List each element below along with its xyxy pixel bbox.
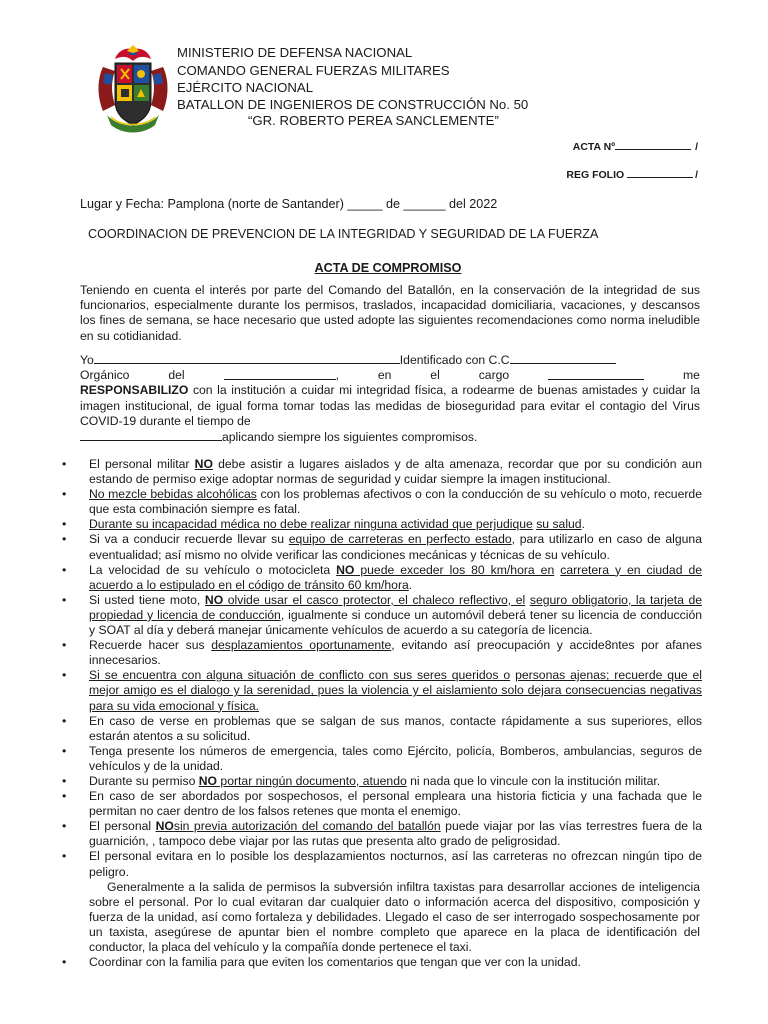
reg-folio-slash: / [695,169,698,181]
military-crest-icon [93,45,173,137]
rule-bold-u-text: NO [204,592,224,607]
aplicando-line [80,429,700,445]
place-and-date: Lugar y Fecha: Pamplona (norte de Santander) _____ de ______ del 2022 [80,197,498,211]
rule-u2-text: su salud [536,517,582,532]
list-item [62,517,702,532]
rule-pre-text: El personal militar [89,457,195,471]
rule-u2-text: seguro obligatorio, la tarjeta de propiedad y licencia de conducción [89,592,702,622]
yo-line [80,352,700,368]
rule-pre-text: Durante su permiso [89,773,199,788]
header-army: EJÉRCITO NACIONAL [177,80,314,95]
time-blank[interactable] [80,429,222,441]
rule-post-text: , igualmente si conduce un automóvil deberá tener su licencia de conducción y SOAT al día y deberá manejar únicamente vehículos de acuerdo a su categoría de licencia. [89,607,702,638]
header-battalion: BATALLON DE INGENIEROS DE CONSTRUCCIÓN No. 50 [177,97,529,112]
acta-number [573,139,698,153]
rule-u-text: Durante su incapacidad médica no debe realizar ninguna actividad que perjudique [89,517,533,532]
responsabilizo-text [80,383,700,429]
page-title [0,261,768,275]
en-label: en [377,368,392,383]
rule-pre-text: Tenga presente los números de emergencia, tales como Ejército, policía, Bomberos, ambulancias, seguros de vehículos y de la unidad. [89,743,702,773]
header-command: COMANDO GENERAL FUERZAS MILITARES [177,63,450,78]
coordination-heading: COORDINACION DE PREVENCION DE LA INTEGRIDAD Y SEGURIDAD DE LA FUERZA [88,227,599,241]
rule-post-text: . [408,577,413,592]
reg-folio [566,167,698,181]
acta-number-label: ACTA Nº [572,141,616,153]
organico-line: Orgánico del , en el cargo me [80,368,700,383]
rule-post-text: debe asistir a lugares aislados y de alta amenaza, recordar que por su condición aun estando de permiso exige adoptar normas de seguridad y cuidar siempre la imagen institucional. [89,457,702,487]
rule-bold-u-text: NO [194,457,213,471]
rule-post-text: con los problemas afectivos o con la conducción de su vehículo o moto, recuerde que esta combinación siempre es fatal. [89,487,702,517]
commitment-declaration [80,352,700,445]
cargo-label: cargo [478,368,510,383]
acta-number-slash: / [695,141,698,153]
rule-pre-text: El personal [89,819,156,834]
list-item [62,714,702,744]
rule-pre-text: En caso de verse en problemas que se salgan de sus manos, contacte rápidamente a sus superiores, ellos estarán atentos a su solicitud. [89,713,702,743]
del-label: del [168,368,185,383]
rule-pre-text: Recuerde hacer sus [89,638,212,653]
list-item [62,789,702,819]
aplicando-text: aplicando siempre los siguientes compromisos. [222,430,478,445]
rule-post-text: ni nada que lo vincule con la institución militar. [406,773,661,788]
list-item [62,532,702,562]
reg-folio-blank[interactable] [627,167,693,178]
rule-u-text: puede exceder los 80 km/hora en [354,562,555,577]
list-item [62,744,702,774]
rule-pre-text: El personal evitara en lo posible los desplazamientos nocturnos, así las carreteras no ofrezcan ningún tipo de peligro. [89,849,702,879]
closing-paragraph: Generalmente a la salida de permisos la subversión infiltra taxistas para desarrollar acciones de inteligencia sobre el personal. Por lo cual evitaran dar cualquier dato o información acerca del dispositivo, composición y fuerza de la unidad, así como fortaleza y debilidades. Llegado el caso de ser interrogado sospechosamente por un taxista, asegúrese de apuntar bien el nombre completo que aparece en la placa de identificación del conductor, la placa del vehículo y la compañía donde pertenece el taxi. [89,880,700,955]
rule-mid-text: puede viajar por las vías terrestres fuera de la guarnición, [89,819,702,849]
rule-u-text: equipo de carreteras en perfecto estado [288,532,512,547]
rule-pre-text: En caso de ser abordados por sospechosos, el personal empleara una historia ficticia y una fachada que le permitan no caer dentro de los falsos retenes que monta el enemigo. [89,789,702,819]
rule-pre-text: La velocidad de su vehículo o motocicleta [89,562,337,577]
rule-u-text: No mezcle bebidas alcohólicas [89,487,257,502]
header-ministry: MINISTERIO DE DEFENSA NACIONAL [177,45,413,60]
last-commitment [62,955,702,970]
rule-post-text: , tampoco debe viajar por las rutas que presenta alto grado de peligrosidad. [152,834,561,849]
list-item [62,487,702,517]
unit-blank[interactable] [224,368,336,380]
reg-folio-label: REG FOLIO [566,169,625,181]
acta-number-blank[interactable] [615,139,691,150]
name-blank[interactable] [94,352,400,364]
rule-post-text: . [581,517,585,532]
el-label: el [430,368,440,383]
me-label: me [683,368,700,383]
last-commitment-text: Coordinar con la familia para que eviten los comentarios que tengan que ver con la unidad. [89,955,581,969]
list-item [62,819,702,849]
rule-bold-u-text: NO [336,562,355,577]
rule-pre-text: Si va a conducir recuerde llevar su [89,532,289,547]
header-battalion-name: “GR. ROBERTO PEREA SANCLEMENTE” [248,113,499,128]
list-item [62,563,702,593]
id-blank[interactable] [510,352,616,364]
cargo-blank[interactable] [548,368,644,380]
responsabilizo-word: RESPONSABILIZO [80,383,189,398]
rule-bold-u-text: NO [155,819,174,834]
rule-post-text: , evitando así preocupación y accide8ntes por afanes innecesarios. [89,638,702,668]
rule-u-text: portar ningún documento, atuendo [217,773,407,788]
list-item [62,849,702,879]
rule-u-text: Si se encuentra con alguna situación de conflicto con sus seres queridos o [89,668,511,683]
list-item [62,457,702,487]
rule-u2-text: carretera y en ciudad de acuerdo a lo estipulado en el código de tránsito 60 km/hora [89,562,703,592]
commitments-list [62,457,702,880]
rule-bold-u-text: NO [198,773,218,788]
rule-u-text: olvide usar el casco protector, el chaleco reflectivo, el [223,592,526,607]
rule-u-text: desplazamientos oportunamente [211,638,392,653]
yo-label: Yo [80,353,94,367]
list-item [62,638,702,668]
id-label: Identificado con C.C [399,353,510,367]
responsabilizo-body: con la institución a cuidar mi integridad física, a rodearme de buenas amistades y cuidar la imagen institucional, de igual forma tomar todas las medidas de bioseguridad para evitar el contagio del Virus COVID-19 durante el tiempo de [80,383,700,428]
organico-label: Orgánico [80,368,130,383]
rule-u2-text: personas ajenas; recuerde que el mejor amigo es el dialogo y la serenidad, pues la violencia y el aislamiento solo dejara consecuencias negativas para su vida emocional y física. [89,668,702,713]
list-item [62,774,702,789]
list-item [62,668,702,713]
list-item [62,593,702,638]
rule-u-text: sin previa autorización del comando del batallón [173,819,441,834]
title-text: ACTA DE COMPROMISO [314,261,462,275]
intro-paragraph: Teniendo en cuenta el interés por parte del Comando del Batallón, en la conservación de la integridad de sus funcionarios, especialmente durante los permisos, traslados, incapacidad domiciliaria, vacaciones, y descansos los fines de semana, se hace necesario que usted adopte las siguientes recomendaciones como norma ineludible en su cotidianidad. [80,283,700,343]
rule-post-text: , para utilizarlo en caso de alguna eventualidad; así mismo no olvide verificar las condiciones mecánicas y técnicas de su vehículo. [89,532,702,562]
rule-pre-text: Si usted tiene moto, [89,592,205,607]
